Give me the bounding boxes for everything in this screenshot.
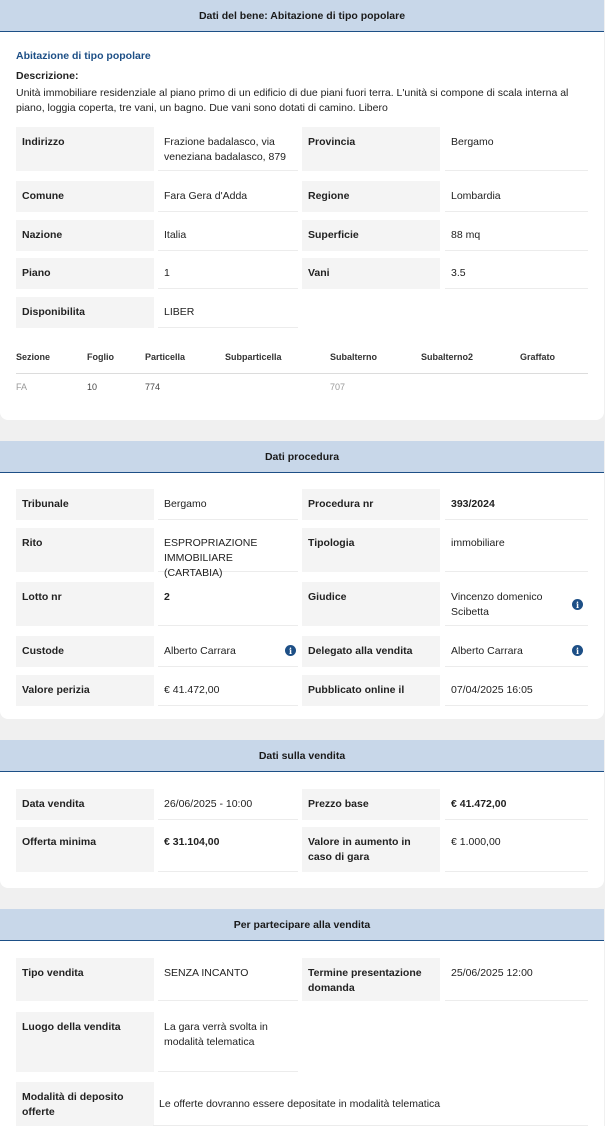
superficie-label: Superficie <box>302 220 440 251</box>
partecipare-card <box>0 909 604 1126</box>
nazione-value: Italia <box>158 220 298 251</box>
tipo-vendita-label: Tipo vendita <box>16 958 154 1001</box>
bene-card <box>0 0 604 420</box>
catasto-cell-particella: 774 <box>145 382 161 392</box>
pubblicato-value: 07/04/2025 16:05 <box>445 675 588 706</box>
tipologia-value: immobiliare <box>445 528 588 572</box>
perizia-label: Valore perizia <box>16 675 154 706</box>
delegato-label: Delegato alla vendita <box>302 636 440 667</box>
termine-value: 25/06/2025 12:00 <box>445 958 588 1001</box>
vendita-card <box>0 740 604 888</box>
tipo-vendita-value: SENZA INCANTO <box>158 958 298 1001</box>
indirizzo-label: Indirizzo <box>16 127 154 171</box>
tribunale-label: Tribunale <box>16 489 154 520</box>
description-text: Unità immobiliare residenziale al piano primo di un edificio di due piani fuori terra. L'unità si compone di scala interna al piano, loggia coperta, tre vani, un bagno. Due vani sono dotati di camino. Libero <box>16 87 569 114</box>
catasto-header-subalterno2: Subalterno2 <box>421 352 474 362</box>
catasto-header-subparticella: Subparticella <box>225 352 282 362</box>
vani-label: Vani <box>302 258 440 289</box>
deposito-label: Modalità di deposito offerte <box>16 1082 154 1126</box>
giudice-value: Vincenzo domenico Scibetta <box>445 582 588 626</box>
indirizzo-value: Frazione badalasco, via veneziana badalasco, 879 <box>158 127 298 171</box>
deposito-value: Le offerte dovranno essere depositate in modalità telematica <box>153 1082 588 1126</box>
bene-header: Dati del bene: Abitazione di tipo popolare <box>0 0 604 32</box>
valore-aumento-label: Valore in aumento in caso di gara <box>302 827 440 872</box>
catasto-divider <box>16 373 588 374</box>
disponibilita-value: LIBER <box>158 297 298 328</box>
comune-label: Comune <box>16 181 154 212</box>
delegato-value: Alberto Carrara <box>445 636 588 667</box>
custode-info-icon[interactable]: i <box>285 645 296 656</box>
rito-value: ESPROPRIAZIONE IMMOBILIARE (CARTABIA) <box>158 528 298 572</box>
custode-value: Alberto Carrara <box>158 636 298 667</box>
provincia-value: Bergamo <box>445 127 588 171</box>
procedura-nr-label: Procedura nr <box>302 489 440 520</box>
catasto-header-sezione: Sezione <box>16 352 51 362</box>
description-label: Descrizione: <box>16 70 79 82</box>
prezzo-base-value: € 41.472,00 <box>445 789 588 820</box>
pubblicato-label: Pubblicato online il <box>302 675 440 706</box>
data-vendita-value: 26/06/2025 - 10:00 <box>158 789 298 820</box>
procedura-card <box>0 441 604 719</box>
lotto-label: Lotto nr <box>16 582 154 626</box>
catasto-cell-sezione: FA <box>16 382 28 392</box>
superficie-value: 88 mq <box>445 220 588 251</box>
bene-title: Abitazione di tipo popolare <box>16 50 151 62</box>
partecipare-header: Per partecipare alla vendita <box>0 909 604 941</box>
tribunale-value: Bergamo <box>158 489 298 520</box>
termine-label: Termine presentazione domanda <box>302 958 440 1001</box>
delegato-info-icon[interactable]: i <box>572 645 583 656</box>
vendita-header: Dati sulla vendita <box>0 740 604 772</box>
data-vendita-label: Data vendita <box>16 789 154 820</box>
nazione-label: Nazione <box>16 220 154 251</box>
offerta-minima-value: € 31.104,00 <box>158 827 298 872</box>
valore-aumento-value: € 1.000,00 <box>445 827 588 872</box>
lotto-value: 2 <box>158 582 298 626</box>
luogo-value: La gara verrà svolta in modalità telematica <box>158 1012 298 1072</box>
procedura-header: Dati procedura <box>0 441 604 473</box>
giudice-label: Giudice <box>302 582 440 626</box>
piano-label: Piano <box>16 258 154 289</box>
catasto-cell-subalterno: 707 <box>330 382 346 392</box>
procedura-nr-value: 393/2024 <box>445 489 588 520</box>
tipologia-label: Tipologia <box>302 528 440 572</box>
catasto-header-graffato: Graffato <box>520 352 556 362</box>
regione-label: Regione <box>302 181 440 212</box>
luogo-label: Luogo della vendita <box>16 1012 154 1072</box>
catasto-cell-foglio: 10 <box>87 382 98 392</box>
disponibilita-label: Disponibilita <box>16 297 154 328</box>
prezzo-base-label: Prezzo base <box>302 789 440 820</box>
regione-value: Lombardia <box>445 181 588 212</box>
provincia-label: Provincia <box>302 127 440 171</box>
perizia-value: € 41.472,00 <box>158 675 298 706</box>
rito-label: Rito <box>16 528 154 572</box>
catasto-header-subalterno: Subalterno <box>330 352 378 362</box>
catasto-header-foglio: Foglio <box>87 352 114 362</box>
comune-value: Fara Gera d'Adda <box>158 181 298 212</box>
piano-value: 1 <box>158 258 298 289</box>
vani-value: 3.5 <box>445 258 588 289</box>
custode-label: Custode <box>16 636 154 667</box>
offerta-minima-label: Offerta minima <box>16 827 154 872</box>
catasto-header-particella: Particella <box>145 352 186 362</box>
giudice-info-icon[interactable]: i <box>572 599 583 610</box>
